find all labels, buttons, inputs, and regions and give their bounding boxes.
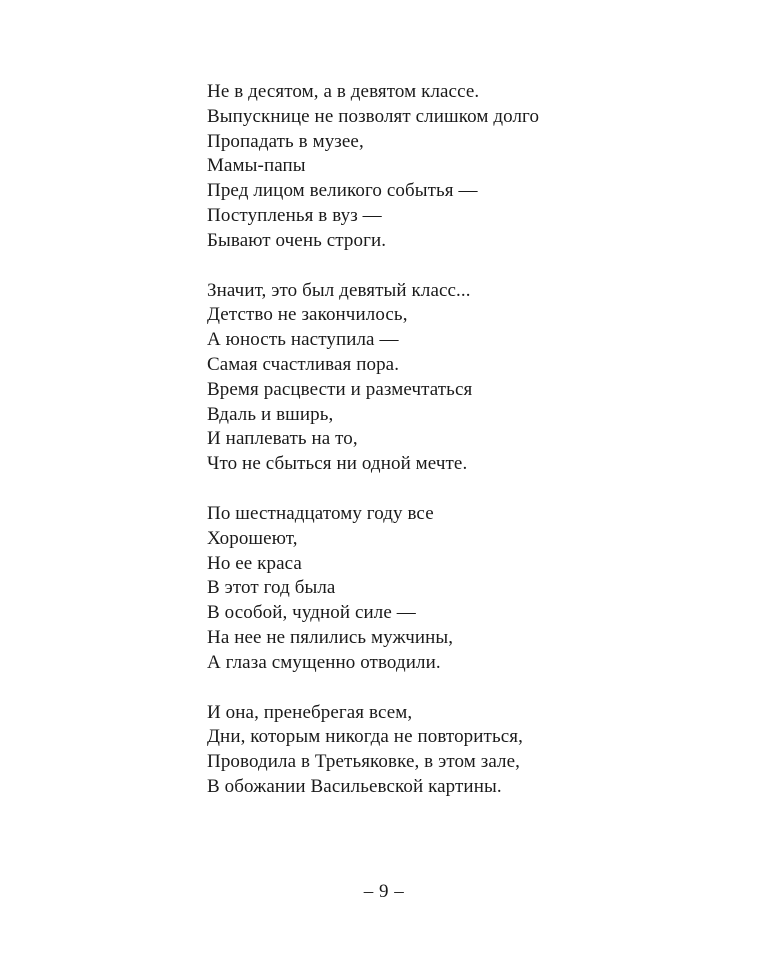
poem-line: Мамы-папы [207, 155, 306, 177]
poem-line: И она, пренебрегая всем, [207, 701, 413, 723]
poem-line: В обожании Васильевской картины. [207, 775, 502, 797]
poem-line: И наплевать на то, [207, 428, 358, 450]
poem-line: В этот год была [207, 577, 336, 599]
poem-line: Хорошеют, [207, 527, 298, 549]
poem-line: На нее не пялились мужчины, [207, 626, 454, 648]
poem-line: Значит, это был девятый класс... [207, 279, 471, 301]
poem-line: Пропадать в музее, [207, 130, 364, 152]
poem-line: Не в десятом, а в девятом классе. [207, 81, 480, 102]
page-number: – 9 – [363, 881, 405, 902]
stanza-1 [207, 80, 687, 254]
poem-line: Вдаль и вширь, [207, 403, 334, 425]
poem-line: Но ее краса [207, 552, 302, 574]
poem-line: Самая счастливая пора. [207, 353, 400, 375]
poem-line: Что не сбыться ни одной мечте. [207, 453, 468, 475]
poem-line: Время расцвести и размечтаться [207, 378, 473, 400]
poem-line: В особой, чудной силе — [207, 602, 416, 624]
stanza-2 [207, 279, 687, 477]
poem-line: А глаза смущенно отводили. [207, 651, 441, 673]
poem-line: А юность наступила — [207, 329, 399, 351]
poem-line: Пред лицом великого событья — [207, 180, 478, 202]
stanza-4 [207, 701, 687, 800]
poem-line: Детство не закончилось, [207, 304, 408, 326]
poem-line: Проводила в Третьяковке, в этом зале, [207, 751, 520, 773]
poem-line: Поступленья в вуз — [207, 204, 382, 226]
stanza-3 [207, 502, 687, 676]
poem-line: Выпускнице не позволят слишком долго [207, 105, 540, 127]
poem-line: Бывают очень строги. [207, 229, 387, 251]
poem [207, 80, 687, 825]
poem-line: Дни, которым никогда не повториться, [207, 726, 523, 748]
poem-line: По шестнадцатому году все [207, 502, 434, 524]
